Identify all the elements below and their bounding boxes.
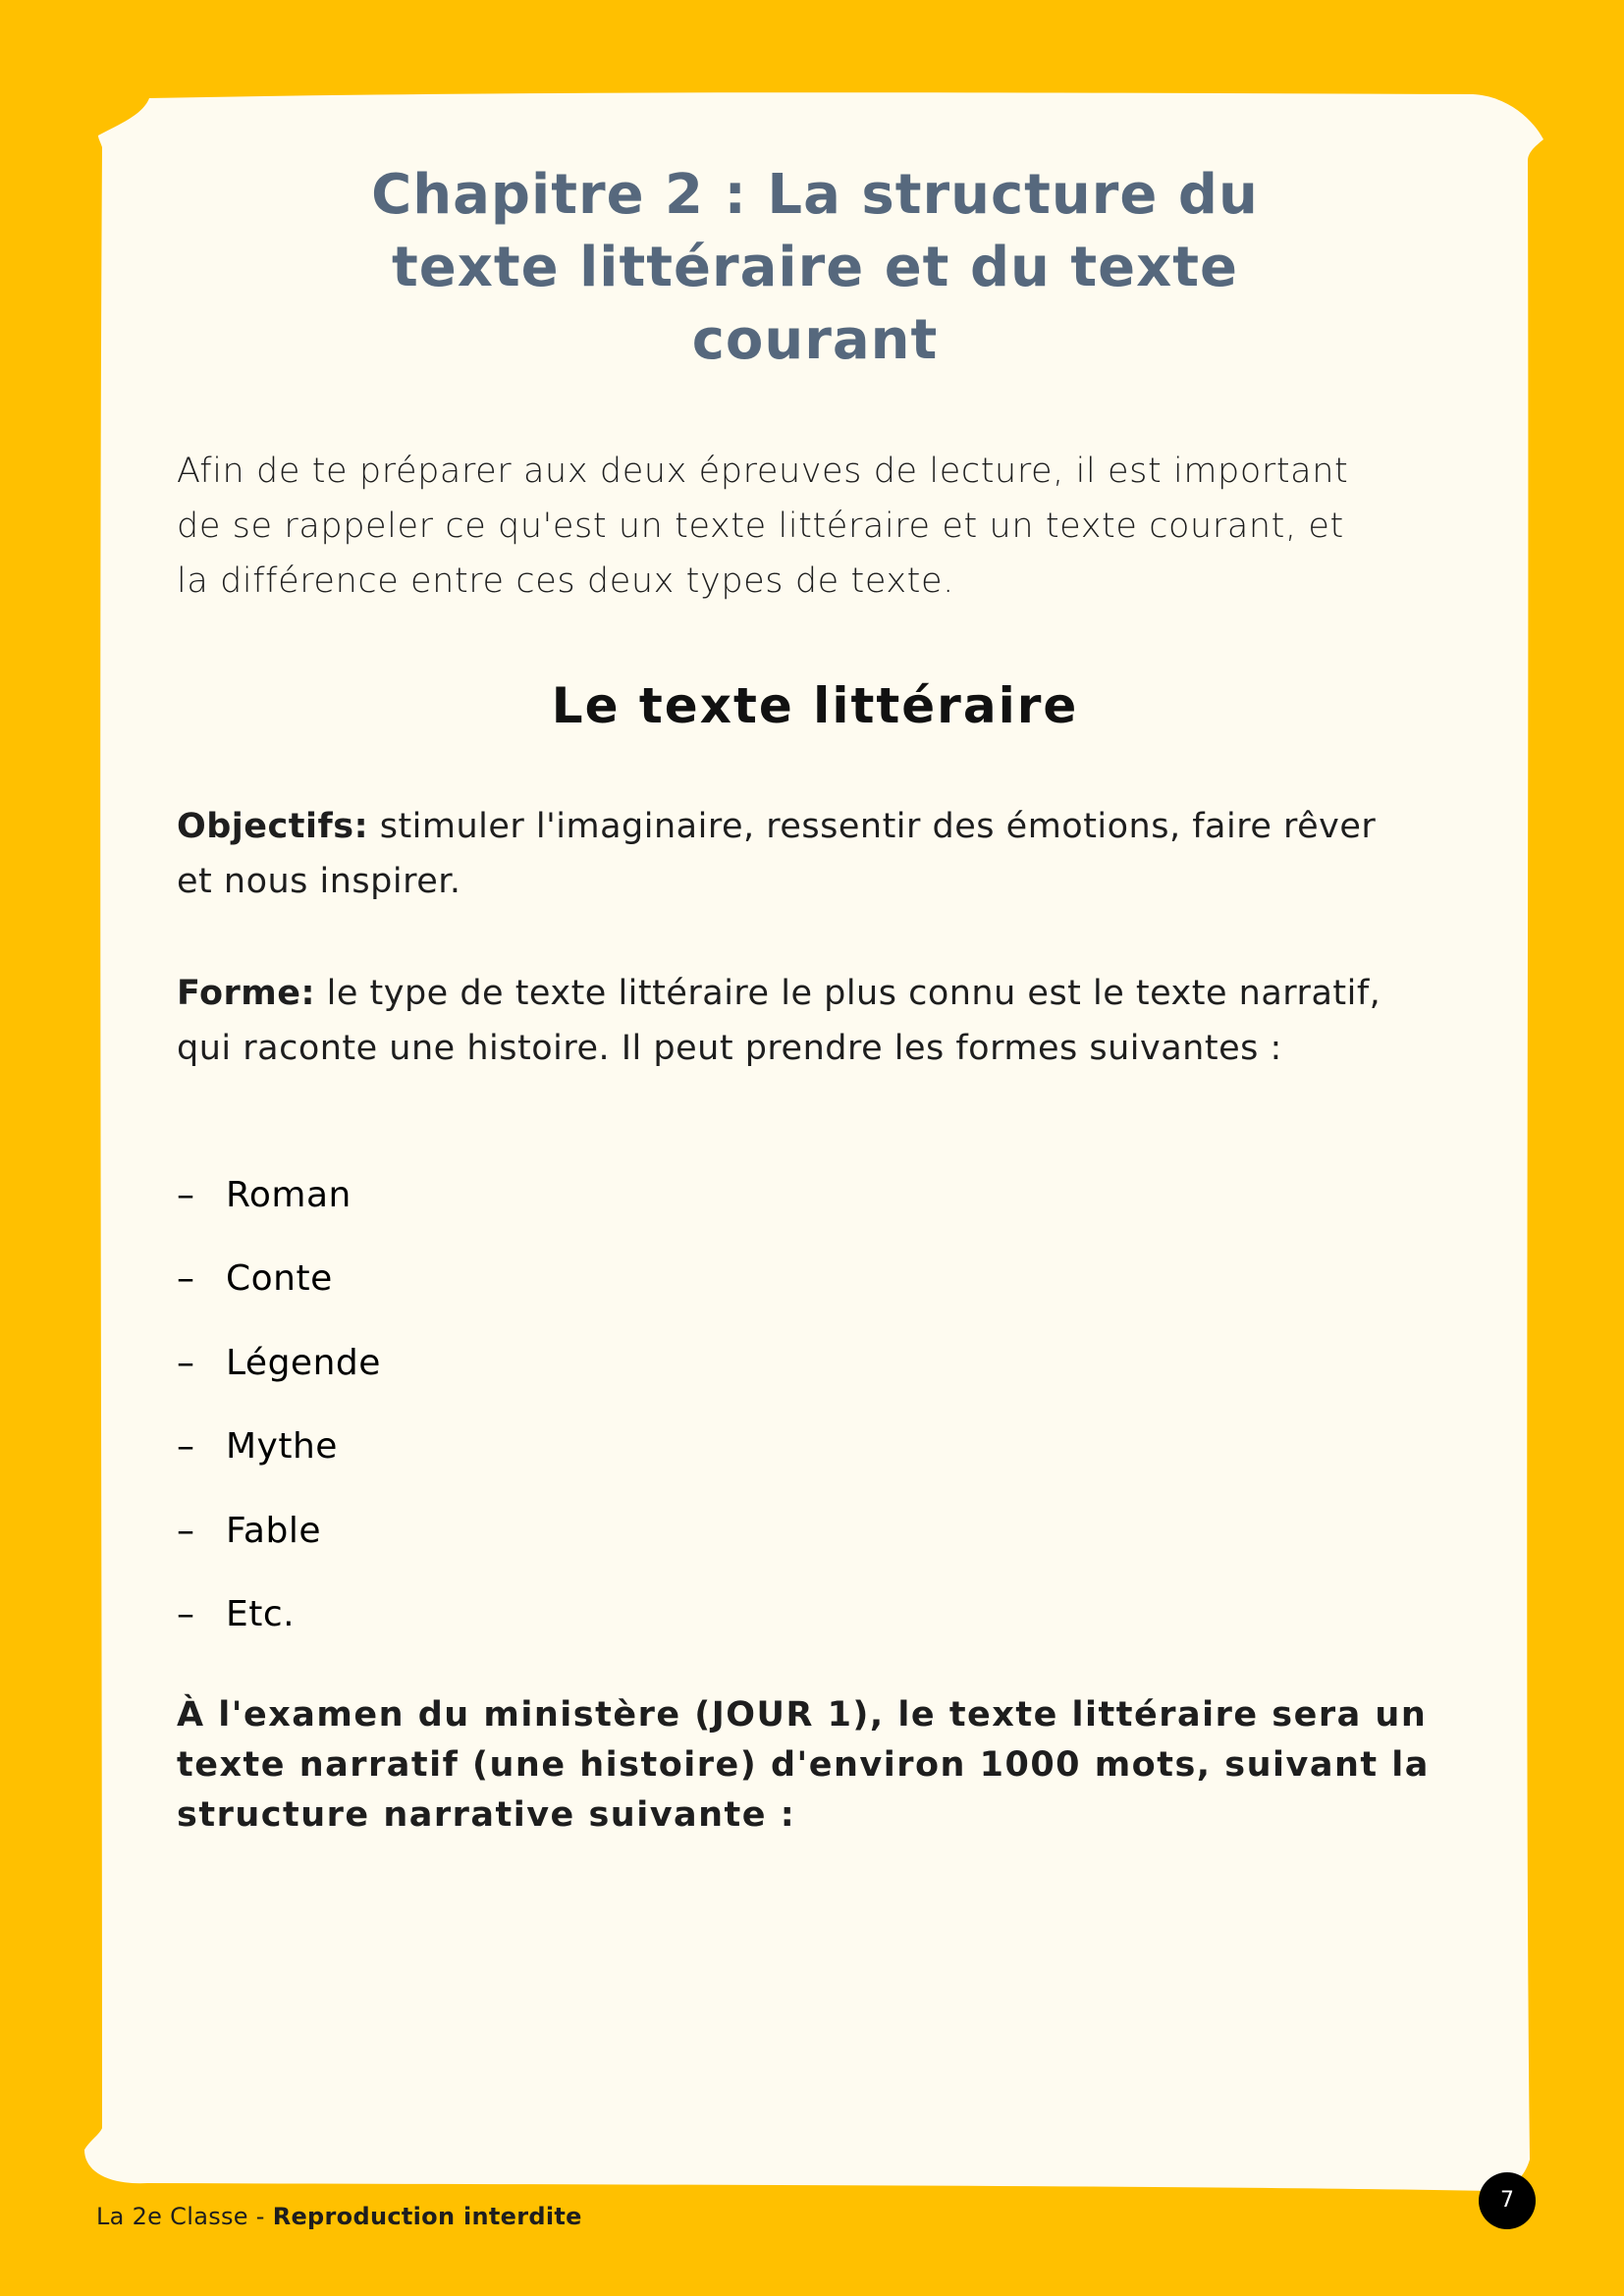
exam-note-line: structure narrative suivante : <box>177 1795 796 1835</box>
chapter-title-line: texte littéraire et du texte <box>391 236 1239 299</box>
exam-note <box>177 1690 1430 1841</box>
list-dash: – <box>177 1258 195 1300</box>
exam-note-line: texte narratif (une histoire) d'environ 1000 mots, suivant la <box>177 1745 1430 1785</box>
list-dash: – <box>177 1342 195 1383</box>
list-item-text: Fable <box>226 1510 321 1551</box>
objectifs-label: Objectifs: <box>177 807 369 846</box>
list-item <box>177 1504 381 1587</box>
list-item-text: Légende <box>226 1342 381 1383</box>
footer-prefix: La 2e Classe - <box>96 2203 273 2230</box>
intro-paragraph <box>177 444 1426 609</box>
intro-line: Afin de te préparer aux deux épreuves de lecture, il est important <box>177 452 1349 491</box>
list-dash: – <box>177 1426 195 1468</box>
list-item <box>177 1587 381 1671</box>
list-item <box>177 1168 381 1252</box>
list-item <box>177 1336 381 1419</box>
chapter-title-line: courant <box>691 308 939 372</box>
forme-line <box>177 966 1426 1021</box>
forme-text: le type de texte littéraire le plus connu est le texte narratif, <box>315 974 1381 1013</box>
footer <box>96 2203 582 2230</box>
page-number: 7 <box>1479 2172 1536 2229</box>
forme-line: qui raconte une histoire. Il peut prendre les formes suivantes : <box>177 1029 1282 1068</box>
forme-paragraph <box>177 966 1426 1076</box>
objectifs-line: et nous inspirer. <box>177 862 461 901</box>
objectifs-text: stimuler l'imaginaire, ressentir des émotions, faire rêver <box>368 807 1377 846</box>
objectifs-paragraph <box>177 799 1426 909</box>
footer-notice: Reproduction interdite <box>272 2203 582 2230</box>
intro-line: la différence entre ces deux types de texte. <box>177 561 954 601</box>
list-dash: – <box>177 1175 195 1215</box>
forme-label: Forme: <box>177 974 316 1013</box>
list-item <box>177 1252 381 1335</box>
objectifs-line <box>177 799 1426 854</box>
list-dash: – <box>177 1593 195 1634</box>
forms-list <box>177 1168 381 1671</box>
section-heading: Le texte littéraire <box>551 677 1079 734</box>
chapter-title <box>324 159 1306 377</box>
list-item-text: Conte <box>226 1258 333 1300</box>
exam-note-line: À l'examen du ministère (JOUR 1), le texte littéraire sera un <box>177 1695 1428 1735</box>
list-item <box>177 1419 381 1503</box>
list-item-text: Mythe <box>226 1426 338 1468</box>
chapter-title-line: Chapitre 2 : La structure du <box>371 163 1259 227</box>
list-dash: – <box>177 1510 195 1551</box>
intro-line: de se rappeler ce qu'est un texte littéraire et un texte courant, et <box>177 507 1344 546</box>
list-item-text: Etc. <box>226 1593 296 1634</box>
paper-background <box>84 92 1543 2191</box>
list-item-text: Roman <box>226 1175 352 1215</box>
